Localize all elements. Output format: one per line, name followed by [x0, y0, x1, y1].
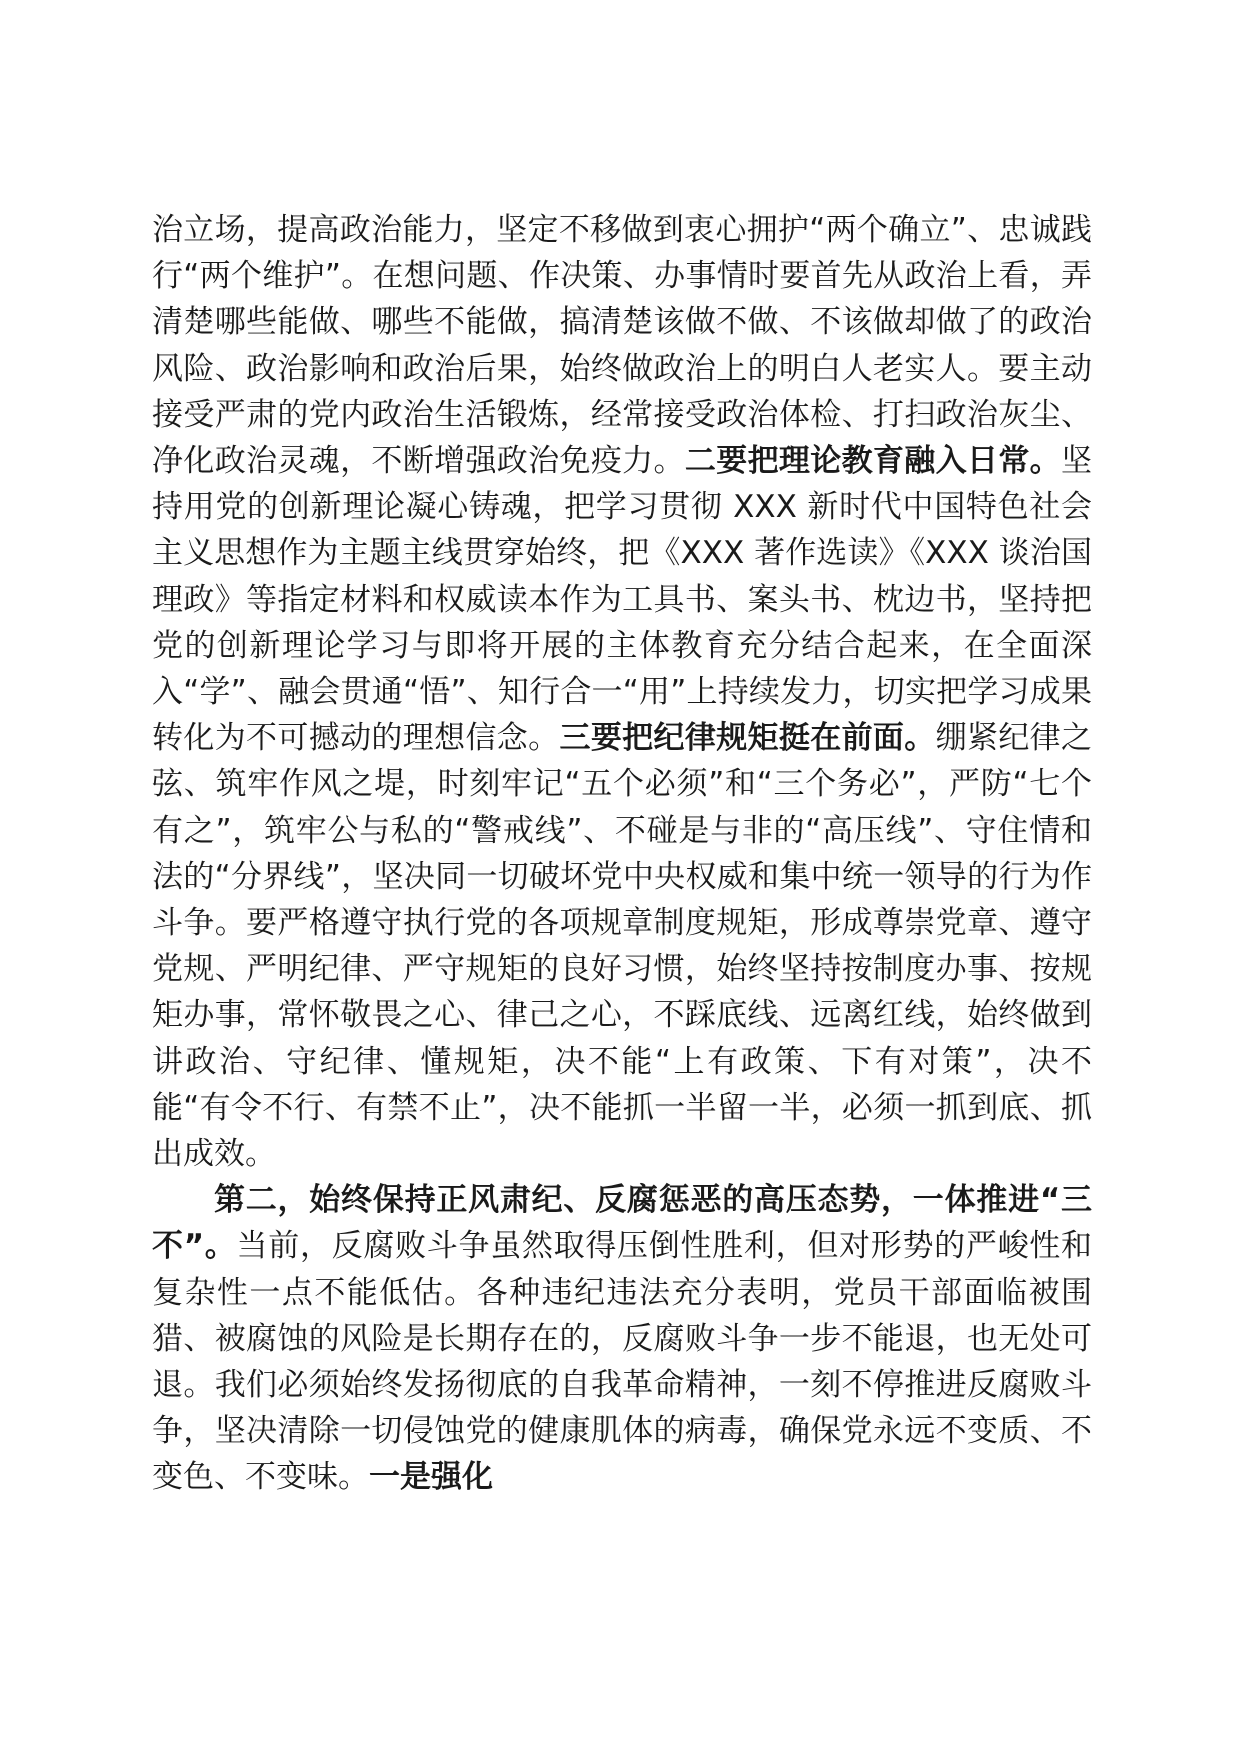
bold-heading: 一是强化	[369, 1459, 493, 1496]
paragraph-text: 坚持用党的创新理论凝心铸魂，把学习贯彻 XXX 新时代中国特色社会主义思想作为主题主线贯穿始终，把《XXX 著作选读》《XXX 谈治国理政》等指定材料和权威读本作为工具书、案头书、枕边书，坚持把党的创新理论学习与即将开展的主体教育充分结合起来，在全面深入“学”、融会贯通“悟”、知行合一“用”上持续发力，切实把学习成果转化为不可撼动的理想信念。	[152, 443, 1093, 757]
bold-heading: 三要把纪律规矩挺在前面。	[559, 720, 936, 757]
paragraph-text: 绷紧纪律之弦、筑牢作风之堤，时刻牢记“五个必须”和“三个务必”，严防“七个有之”，筑牢公与私的“警戒线”、不碰是与非的“高压线”、守住情和法的“分界线”，坚决同一切破坏党中央权威和集中统一领导的行为作斗争。要严格遵守执行党的各项规章制度规矩，形成尊崇党章、遵守党规、严明纪律、严守规矩的良好习惯，始终坚持按制度办事、按规矩办事，常怀敬畏之心、律己之心，不踩底线、远离红线，始终做到讲政治、守纪律、懂规矩，决不能“上有政策、下有对策”，决不能“有令不行、有禁不止”，决不能抓一半留一半，必须一抓到底、抓出成效。	[152, 720, 1093, 1173]
document-page	[152, 207, 1092, 1501]
bold-heading: 二要把理论教育融入日常。	[684, 443, 1062, 480]
paragraph-text: 治立场，提高政治能力，坚定不移做到衷心拥护“两个确立”、忠诚践行“两个维护”。在想问题、作决策、办事情时要首先从政治上看，弄清楚哪些能做、哪些不能做，搞清楚该做不做、不该做却做了的政治风险、政治影响和政治后果，始终做政治上的明白人老实人。要主动接受严肃的党内政治生活锻炼，经常接受政治体检、打扫政治灰尘、净化政治灵魂，不断增强政治免疫力。	[152, 212, 1092, 480]
section-heading: 第二，始终保持正风肃纪、反腐惩恶的高压态势，一体推进“三不”。	[152, 1182, 1092, 1265]
body-paragraph	[152, 207, 1092, 1177]
paragraph-text: 当前，反腐败斗争虽然取得压倒性胜利，但对形势的严峻性和复杂性一点不能低估。各种违纪违法充分表明，党员干部面临被围猎、被腐蚀的风险是长期存在的，反腐败斗争一步不能退，也无处可退。我们必须始终发扬彻底的自我革命精神，一刻不停推进反腐败斗争，坚决清除一切侵蚀党的健康肌体的病毒，确保党永远不变质、不变色、不变味。	[152, 1228, 1093, 1496]
body-paragraph	[152, 1177, 1092, 1500]
